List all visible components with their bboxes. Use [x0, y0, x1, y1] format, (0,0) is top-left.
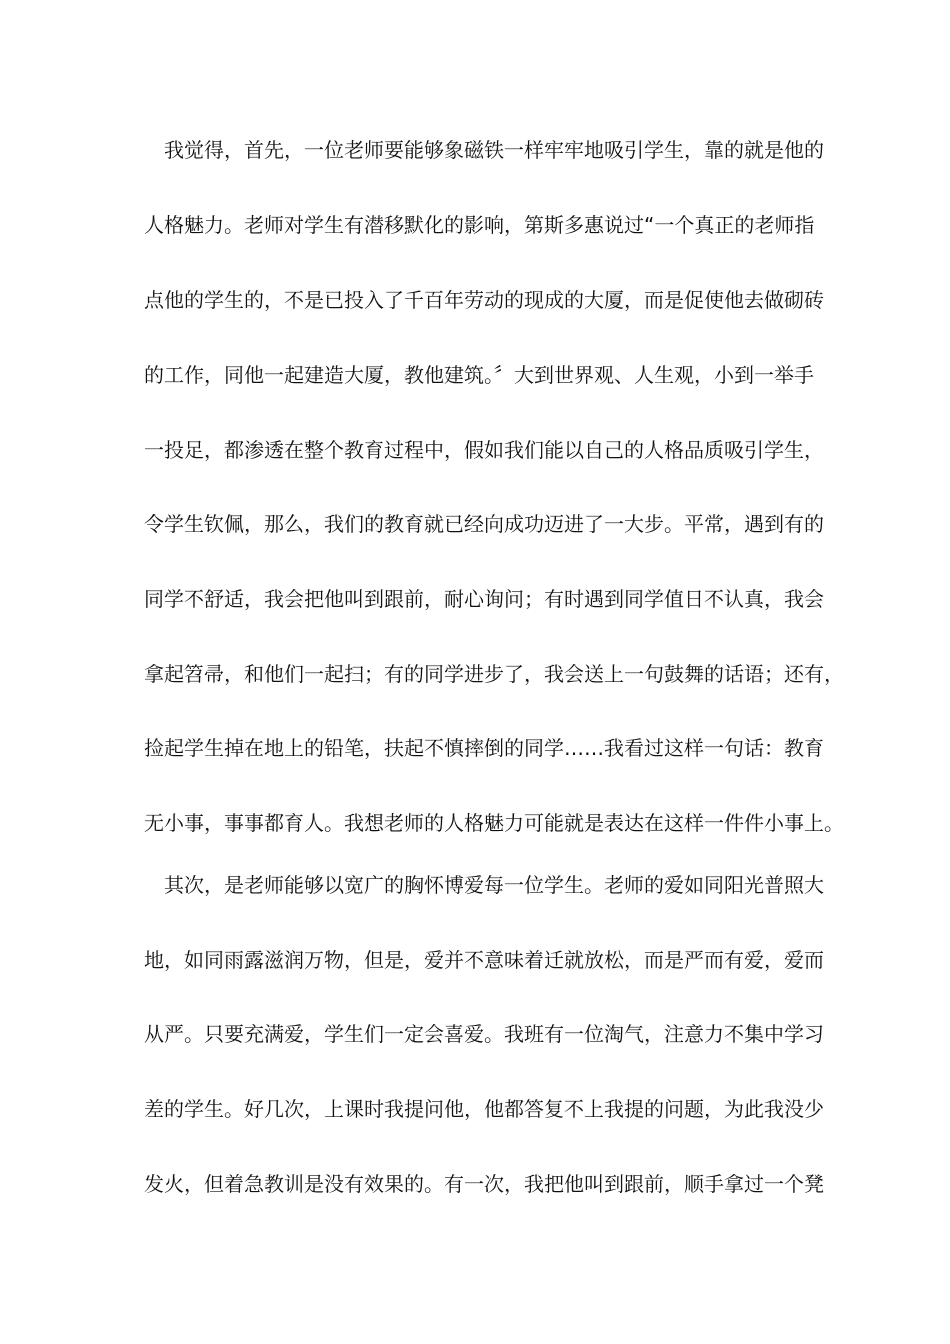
text-line: 人格魅力。老师对学生有潜移默化的影响，第斯多惠说过“一个真正的老师指	[144, 213, 815, 237]
text-line: 从严。只要充满爱，学生们一定会喜爱。我班有一位淘气，注意力不集中学习	[144, 1022, 824, 1046]
text-line: 发火，但着急教训是没有效果的。有一次，我把他叫到跟前，顺手拿过一个凳	[144, 1172, 824, 1196]
text-line: 一投足，都渗透在整个教育过程中，假如我们能以自己的人格品质吸引学生，	[144, 438, 824, 462]
text-line: 同学不舒适，我会把他叫到跟前，耐心询问；有时遇到同学值日不认真，我会	[144, 587, 824, 611]
text-line: 拿起笤帚，和他们一起扫；有的同学进步了，我会送上一句鼓舞的话语；还有，	[144, 662, 844, 686]
text-line: 其次，是老师能够以宽广的胸怀博爱每一位学生。老师的爱如同阳光普照大	[144, 873, 824, 897]
text-line: 地，如同雨露滋润万物，但是，爱并不意味着迁就放松，而是严而有爱，爱而	[144, 948, 824, 972]
text-line: 我觉得，首先，一位老师要能够象磁铁一样牢牢地吸引学生，靠的就是他的	[144, 138, 824, 162]
text-line: 令学生钦佩，那么，我们的教育就已经向成功迈进了一大步。平常，遇到有的	[144, 512, 824, 536]
text-line: 点他的学生的，不是已投入了千百年劳动的现成的大厦，而是促使他去做砌砖	[144, 288, 824, 312]
text-line: 捡起学生掉在地上的铅笔，扶起不慎摔倒的同学……我看过这样一句话：教育	[144, 736, 824, 760]
text-line: 无小事，事事都育人。我想老师的人格魅力可能就是表达在这样一件件小事上。	[144, 811, 844, 835]
text-line: 的工作，同他一起建造大厦，教他建筑。〞大到世界观、人生观，小到一举手	[144, 363, 814, 387]
text-line: 差的学生。好几次，上课时我提问他，他都答复不上我提的问题，为此我没少	[144, 1097, 824, 1121]
